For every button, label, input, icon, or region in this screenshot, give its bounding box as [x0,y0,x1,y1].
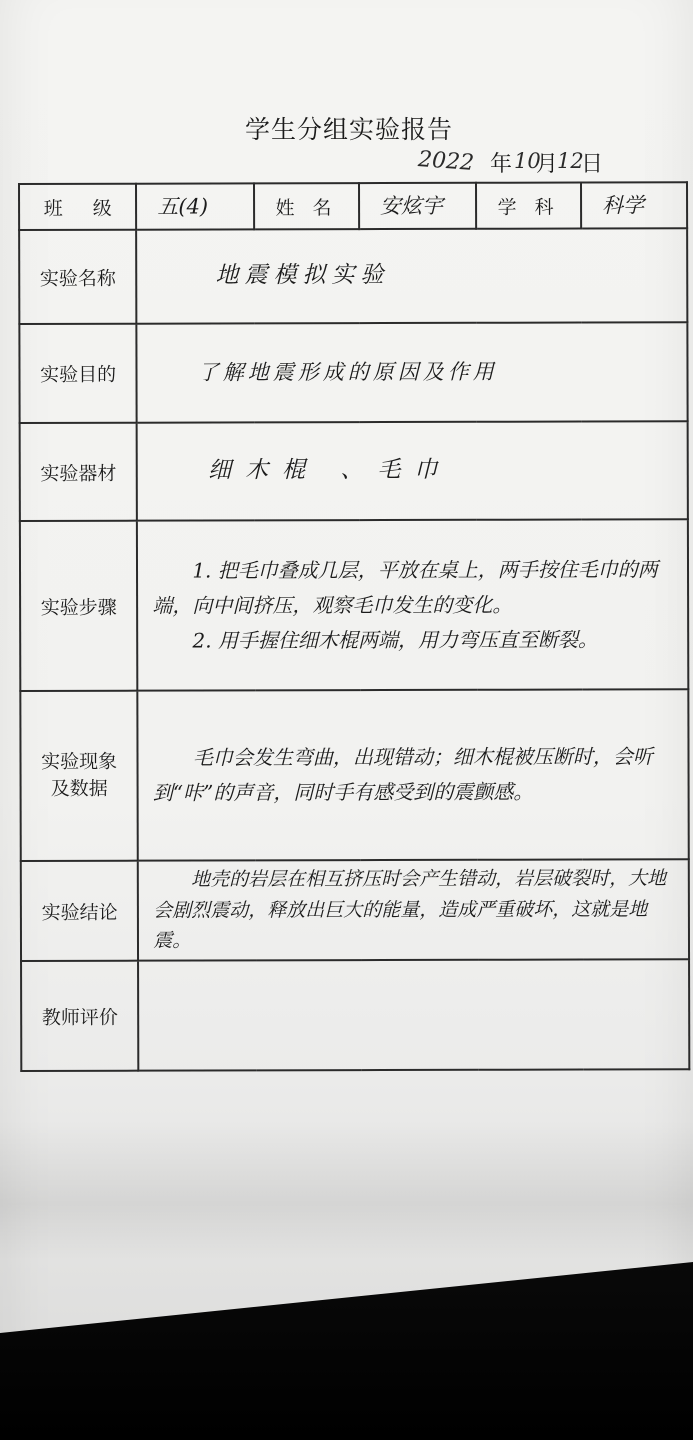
experiment-purpose-row [19,322,687,423]
date-month-value: 10 [514,149,541,173]
experiment-purpose-text: 了解地震形成的原因及作用 [197,359,498,385]
date-month-label: 月 [536,152,559,177]
observations-value [138,689,689,860]
header-row [19,182,687,230]
experiment-name-value [136,228,687,323]
experiment-name-text: 地震模拟实验 [215,262,390,289]
date-day-label: 日 [581,152,604,177]
observations-label [20,691,138,861]
experiment-equipment-row [20,421,688,521]
teacher-comment-row [21,959,689,1071]
experiment-steps-label: 实验步骤 [20,521,138,691]
experiment-equipment-text: 细木棍 、毛巾 [208,457,452,484]
experiment-step-1: 1. 把毛巾叠成几层，平放在桌上，两手按住毛巾的两端，向中间挤压，观察毛巾发生的变化。 [152,556,658,618]
date-year-value: 2022 [417,147,475,176]
report-table [18,181,690,1072]
observations-text: 毛巾会发生弯曲，出现错动；细木棍被压断时，会听到“咔”的声音，同时手有感受到的震颤感。 [152,744,653,805]
name-label: 姓 名 [254,183,359,229]
conclusion-label: 实验结论 [21,861,139,961]
teacher-comment-label: 教师评价 [21,961,139,1071]
experiment-name-row [19,228,687,324]
experiment-equipment-label: 实验器材 [20,423,138,521]
observations-row [20,689,688,861]
experiment-steps-value [137,519,688,690]
conclusion-row [21,859,689,961]
class-value: 五(4) [136,183,254,229]
experiment-name-label: 实验名称 [19,230,137,324]
experiment-purpose-label: 实验目的 [19,324,137,423]
experiment-step-2: 2. 用手握住细木棍两端，用力弯压直至断裂。 [192,626,598,653]
conclusion-value [138,859,689,960]
observations-label-line1: 实验现象 [41,751,118,774]
paper-shadow [0,1120,693,1260]
experiment-equipment-value [137,421,688,520]
date-day-value: 12 [557,149,584,173]
report-title: 学生分组实验报告 [245,115,454,144]
name-value: 安炫宇 [359,183,476,229]
conclusion-text: 地壳的岩层在相互挤压时会产生错动，岩层破裂时，大地会剧烈震动，释放出巨大的能量，造成严重破坏，这就是地震。 [153,867,667,952]
date-year-label: 年 [490,152,513,177]
experiment-steps-row [20,519,688,691]
experiment-purpose-value [137,322,688,422]
teacher-comment-value [138,959,689,1070]
observations-label-line2: 及数据 [50,777,108,800]
subject-value: 科学 [581,182,687,228]
subject-label: 学 科 [476,183,581,229]
class-label: 班 级 [19,184,136,230]
